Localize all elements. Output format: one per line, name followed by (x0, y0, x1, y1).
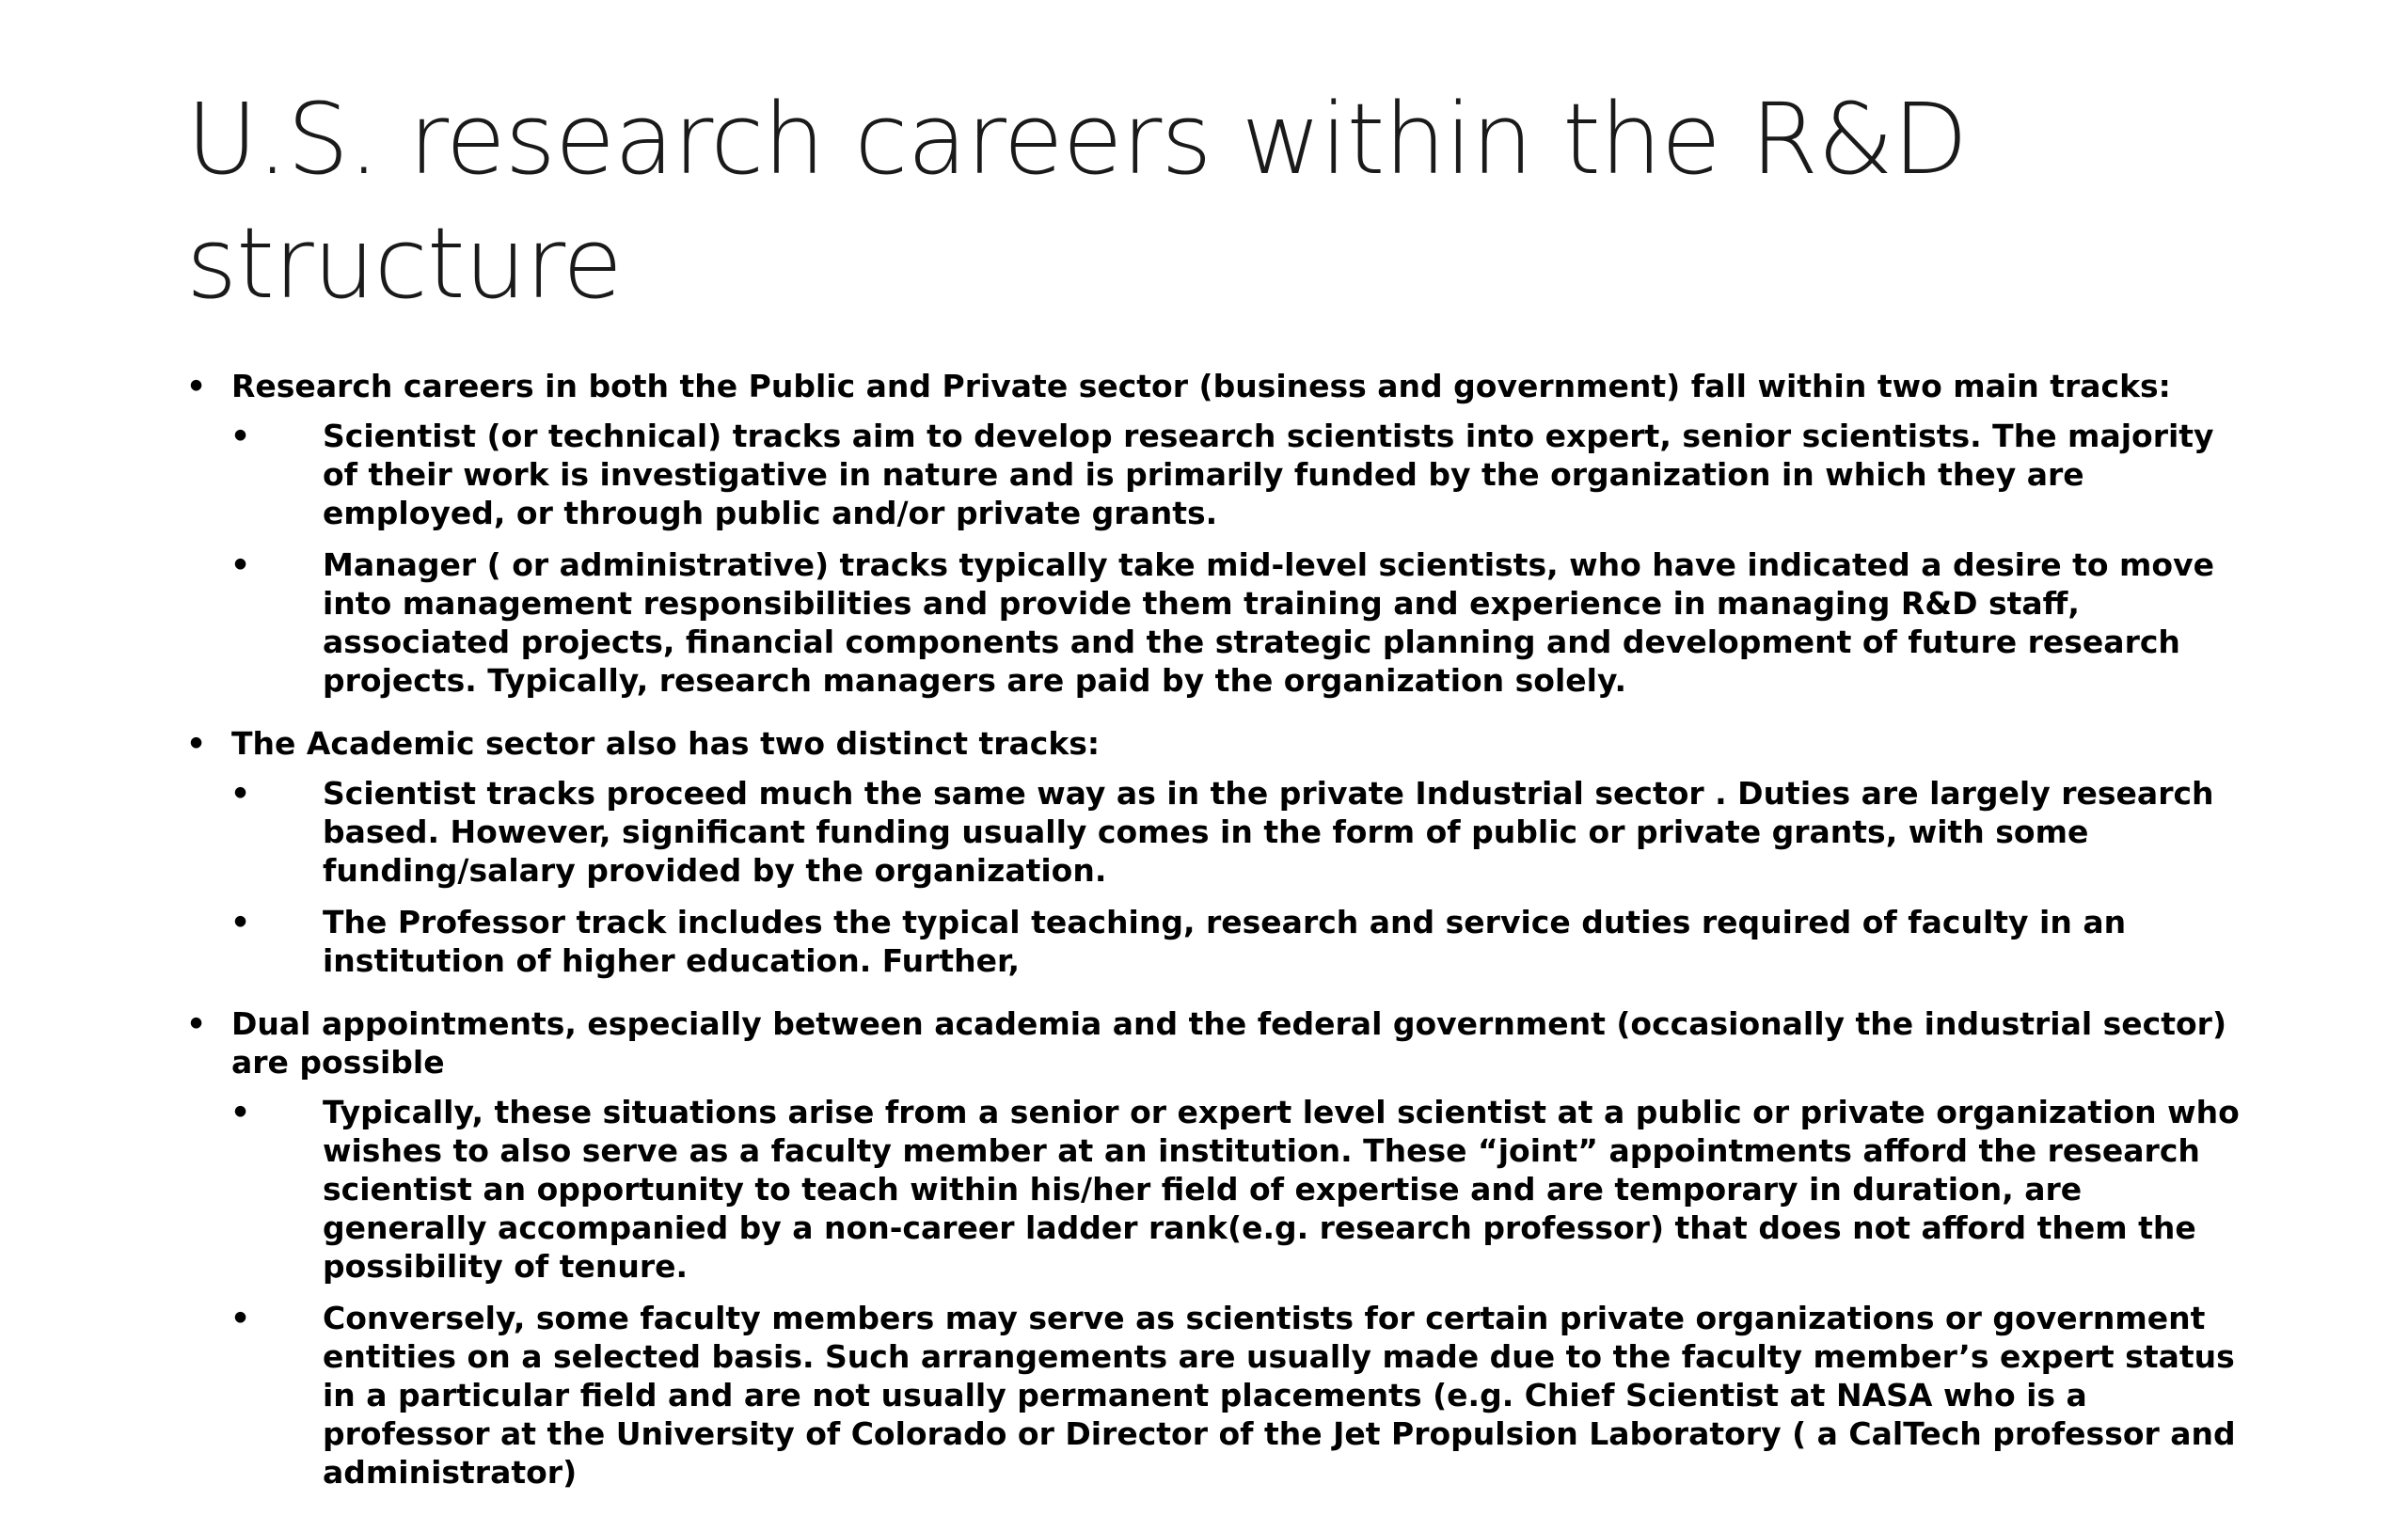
bullet-item (186, 367, 2246, 700)
sub-bullet-list (231, 417, 2246, 700)
sub-bullet-text: Scientist tracks proceed much the same way as in the private Industrial sector . Duties are largely research based. However, significant funding usually comes in the form of public or private grants, with some funding/salary provided by the organization. (323, 775, 2214, 889)
bullet-item (186, 724, 2246, 980)
sub-bullet-text: Scientist (or technical) tracks aim to develop research scientists into expert, senior scientists. The majority of their work is investigative in nature and is primarily funded by the organization in which they are employed, or through public and/or private grants. (323, 418, 2214, 531)
bullet-glyph: • (186, 725, 207, 762)
sub-bullet-glyph: • (230, 904, 251, 940)
sub-bullet-item (231, 774, 2246, 890)
slide-title: U.S. research careers within the R&D structure (186, 82, 1968, 321)
bullet-text: The Academic sector also has two distinct tracks: (231, 725, 1101, 762)
sub-bullet-glyph: • (230, 1300, 251, 1336)
sub-bullet-item (231, 545, 2246, 700)
sub-bullet-glyph: • (230, 418, 251, 454)
sub-bullet-text: Conversely, some faculty members may serve as scientists for certain private organizations or government entities on a selected basis. Such arrangements are usually made due to the faculty member’s expert status in a particular field and are not usually permanent placements (e.g. Chief Scientist at NASA who is a professor at the University of Colorado or Director of the Jet Propulsion Laboratory ( a CalTech professor and administrator) (323, 1300, 2236, 1491)
sub-bullet-text: Manager ( or administrative) tracks typically take mid-level scientists, who have indicated a desire to move into management responsibilities and provide them training and experience in managing R&D staff, associated projects, financial components and the strategic planning and development of future research projects. Typically, research managers are paid by the organization solely. (323, 546, 2214, 699)
sub-bullet-text: The Professor track includes the typical teaching, research and service duties required of faculty in an institution of higher education. Further, (323, 904, 2127, 979)
sub-bullet-item (231, 417, 2246, 532)
slide-body (186, 367, 2246, 1516)
bullet-text: Dual appointments, especially between academia and the federal government (occasionally the industrial sector) are possible (231, 1005, 2227, 1081)
sub-bullet-item (231, 1093, 2246, 1286)
bullet-glyph: • (186, 368, 207, 404)
sub-bullet-glyph: • (230, 546, 251, 583)
sub-bullet-list (231, 774, 2246, 980)
bullet-list (186, 367, 2246, 1492)
bullet-item (186, 1004, 2246, 1492)
sub-bullet-text: Typically, these situations arise from a senior or expert level scientist at a public or private organization who wishes to also serve as a faculty member at an institution. These “joint” appointments afford the research scientist an opportunity to teach within his/her field of expertise and are temporary in duration, are generally accompanied by a non-career ladder rank(e.g. research professor) that does not afford them the possibility of tenure. (323, 1094, 2240, 1285)
sub-bullet-item (231, 903, 2246, 980)
sub-bullet-glyph: • (230, 775, 251, 812)
bullet-text: Research careers in both the Public and Private sector (business and government) fall within two main tracks: (231, 368, 2171, 404)
bullet-glyph: • (186, 1005, 207, 1042)
sub-bullet-list (231, 1093, 2246, 1492)
sub-bullet-item (231, 1299, 2246, 1492)
sub-bullet-glyph: • (230, 1094, 251, 1130)
